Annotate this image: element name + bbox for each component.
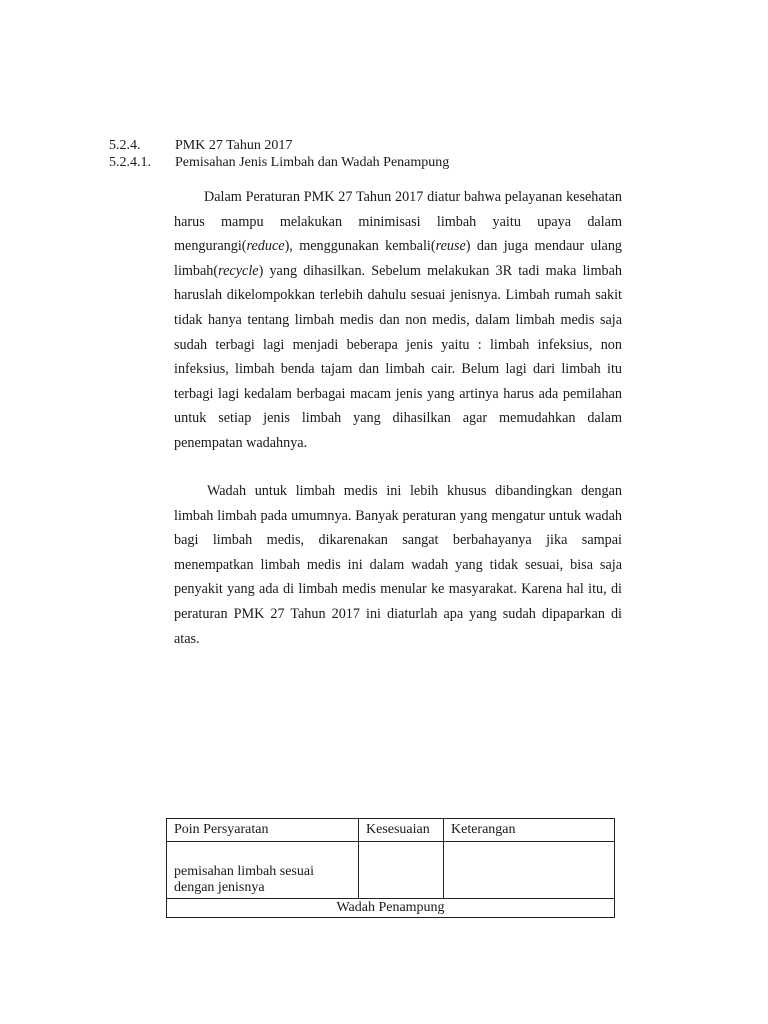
header-poin-persyaratan: Poin Persyaratan bbox=[167, 819, 359, 842]
header-kesesuaian: Kesesuaian bbox=[359, 819, 444, 842]
paragraph-1-part-3: ) dan juga mendaur ulang limbah( bbox=[174, 238, 623, 279]
table-row bbox=[167, 842, 615, 899]
paragraph-1-part-2: ), menggunakan kembali( bbox=[284, 238, 436, 255]
section-title: PMK 27 Tahun 2017 bbox=[175, 138, 293, 153]
header-keterangan: Keterangan bbox=[444, 819, 615, 842]
term-recycle: recycle bbox=[218, 262, 259, 279]
paragraph-1-part-1: Dalam Peraturan PMK 27 Tahun 2017 diatur bahwa pelayanan kesehatan harus mampu melakukan minimisasi limbah yaitu upaya dalam mengurangi( bbox=[174, 189, 622, 255]
term-reduce: reduce bbox=[246, 238, 285, 255]
section-number: 5.2.4.1. bbox=[109, 155, 151, 170]
paragraph-1-part-4: ) yang dihasilkan. Sebelum melakukan 3R tadi maka limbah haruslah dikelompokkan terlebih dahulu sesuai jenisnya. Limbah rumah sakit tidak hanya tentang limbah medis dan non medis, dalam limbah medis saja sudah terbagi lagi menjadi beberapa jenis yaitu : limbah infeksius, non infeksius, limbah benda tajam dan limbah cair. Belum lagi dari limbah itu terbagi lagi kedalam berbagai macam jenis yang artinya harus ada pemilahan untuk setiap jenis limbah yang dihasilkan agar memudahkan dalam penempatan wadahnya. bbox=[174, 262, 622, 451]
cell-keterangan bbox=[444, 842, 615, 899]
section-title: Pemisahan Jenis Limbah dan Wadah Penampung bbox=[175, 155, 450, 170]
table-header-row bbox=[167, 819, 615, 842]
cell-kesesuaian bbox=[359, 842, 444, 899]
paragraph-2: Wadah untuk limbah medis ini lebih khusus dibandingkan dengan limbah limbah pada umumnya. Banyak peraturan yang mengatur untuk wadah bagi limbah medis, dikarenakan sangat berbahayanya jika sampai menempatkan limbah medis ini dalam wadah yang tidak sesuai, bisa saja penyakit yang ada di limbah medis menular ke masyarakat. Karena hal itu, di peraturan PMK 27 Tahun 2017 ini diaturlah apa yang sudah dipaparkan di atas. bbox=[174, 483, 622, 647]
cell-poin: pemisahan limbah sesuai dengan jenisnya bbox=[167, 842, 359, 899]
requirements-table bbox=[166, 818, 615, 918]
cell-wadah-penampung: Wadah Penampung bbox=[167, 899, 615, 918]
section-number: 5.2.4. bbox=[109, 138, 141, 153]
term-reuse: reuse bbox=[435, 238, 466, 255]
table-footer-row bbox=[167, 899, 615, 918]
paragraph-1 bbox=[174, 185, 622, 456]
